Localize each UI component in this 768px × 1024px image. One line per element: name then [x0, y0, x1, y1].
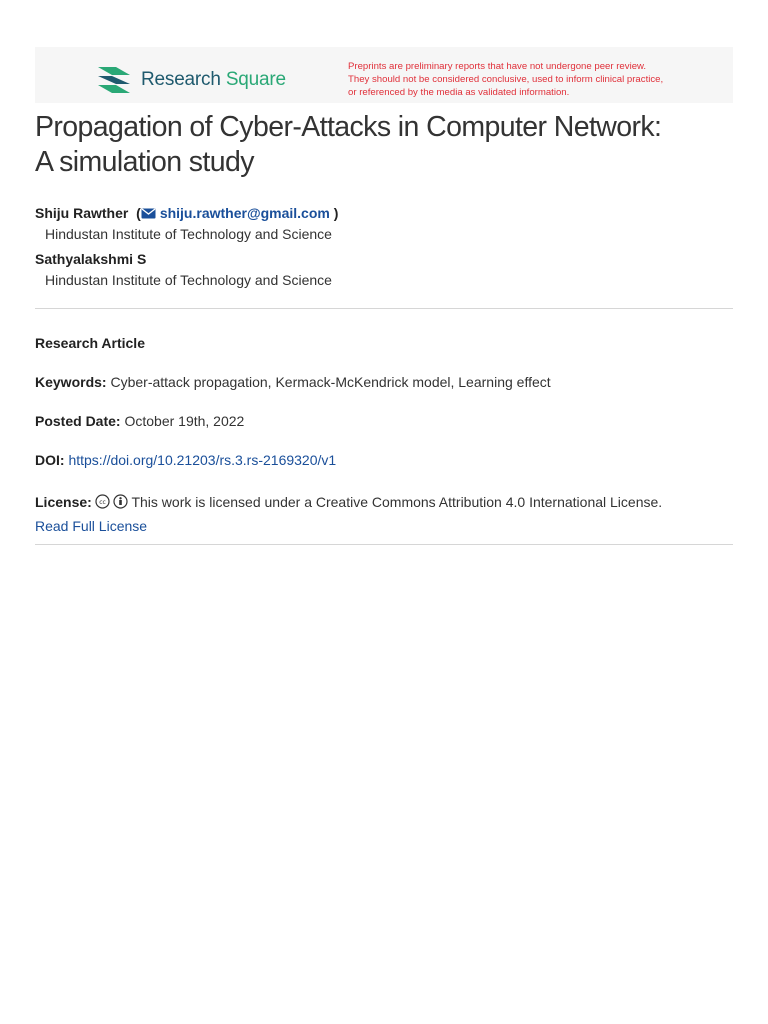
- brand-word-research: Research: [141, 69, 221, 90]
- brand-word-square: Square: [225, 69, 286, 90]
- author-affiliation: Hindustan Institute of Technology and Science: [45, 226, 332, 242]
- divider: [35, 308, 733, 309]
- by-icon: [113, 494, 128, 509]
- cc-icon: [95, 494, 110, 509]
- author-email-wrapper: ( shiju.rawther@gmail.com ): [132, 205, 339, 221]
- author-list: [35, 202, 735, 294]
- paper-title: [35, 110, 745, 180]
- disclaimer-line: or referenced by the media as validated information.: [348, 87, 570, 98]
- author-name: Sathyalakshmi S: [35, 251, 147, 267]
- research-square-logo[interactable]: [96, 65, 286, 95]
- article-type: [35, 335, 735, 351]
- read-full-license-link[interactable]: Read Full License: [35, 518, 148, 534]
- author-entry: [35, 248, 735, 270]
- divider: [35, 544, 733, 545]
- author-email-link[interactable]: shiju.rawther@gmail.com: [159, 205, 330, 221]
- license-row: [35, 490, 735, 538]
- preprint-disclaimer: [348, 60, 708, 99]
- author-name: Shiju Rawther: [35, 205, 129, 221]
- disclaimer-line: Preprints are preliminary reports that have not undergone peer review.: [348, 61, 647, 72]
- keywords-row: [35, 374, 735, 390]
- doi-label: DOI:: [35, 452, 65, 468]
- doi-link[interactable]: https://doi.org/10.21203/rs.3.rs-2169320/v1: [68, 452, 337, 468]
- keywords-label: Keywords:: [35, 374, 107, 390]
- keywords-value: Cyber-attack propagation, Kermack-McKendrick model, Learning effect: [110, 374, 551, 390]
- title-line-1: Propagation of Cyber-Attacks in Computer Network:: [35, 111, 662, 143]
- title-line-2: A simulation study: [35, 146, 254, 178]
- posted-date-label: Posted Date:: [35, 413, 121, 429]
- doi-row: [35, 452, 735, 468]
- disclaimer-line: They should not be considered conclusive, used to inform clinical practice,: [348, 74, 664, 85]
- license-label: License:: [35, 494, 92, 510]
- envelope-icon: [141, 208, 156, 219]
- license-text: This work is licensed under a Creative Commons Attribution 4.0 International License.: [131, 494, 663, 510]
- article-type-label: Research Article: [35, 335, 145, 351]
- svg-text:cc: cc: [99, 499, 106, 506]
- brand-name: [141, 69, 286, 91]
- posted-date-row: [35, 413, 735, 429]
- research-square-logo-icon: [96, 65, 132, 95]
- author-affiliation: Hindustan Institute of Technology and Science: [45, 272, 332, 288]
- author-entry: [35, 202, 735, 224]
- posted-date-value: October 19th, 2022: [124, 413, 245, 429]
